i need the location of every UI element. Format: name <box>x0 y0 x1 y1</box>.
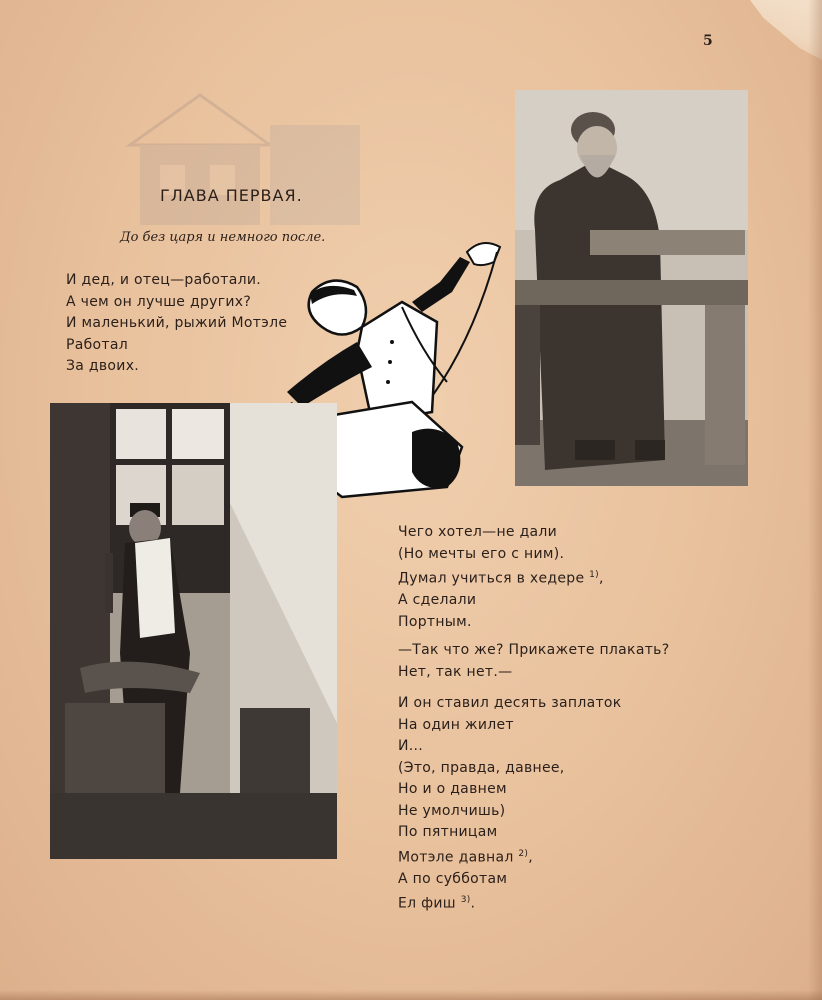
stanza-two <box>398 522 604 633</box>
verse-line: И дед, и отец—работали. <box>66 272 262 288</box>
verse-line: Но и о давнем <box>398 781 507 797</box>
page-number: 5 <box>703 33 713 49</box>
verse-line: А сделали <box>398 592 477 609</box>
verse-line: —Так что же? Прикажете плакать? <box>398 642 670 658</box>
old-carpenter-photo <box>515 90 748 486</box>
verse-line: А по субботам <box>398 870 508 887</box>
verse-line: Ел фиш $^{3)}$. <box>398 895 476 912</box>
verse-line: И... <box>398 738 424 754</box>
verse-line: Работал <box>66 336 129 353</box>
stanza-four <box>398 693 622 915</box>
verse-line: И он ставил десять заплаток <box>398 695 622 711</box>
verse-line: По пятницам <box>398 824 498 840</box>
page-bottom-shadow <box>0 990 822 1000</box>
chapter-title: ГЛАВА ПЕРВАЯ. <box>160 186 303 205</box>
footnote-ref: 1) <box>589 570 599 580</box>
chapter-subtitle: До без царя и немного после. <box>120 230 326 245</box>
verse-line: (Это, правда, давнее, <box>398 759 565 776</box>
verse-line: Портным. <box>398 613 472 630</box>
verse-line: Чего хотел—не дали <box>398 524 558 540</box>
verse-line: И маленький, рыжий Мотэле <box>66 315 288 331</box>
stanza-one <box>66 270 287 378</box>
blacksmith-photo <box>50 403 337 859</box>
footnote-ref: 2) <box>518 848 529 859</box>
verse-line: За двоих. <box>66 358 140 374</box>
verse-line: А чем он лучше других? <box>66 293 252 310</box>
stanza-three <box>398 640 669 683</box>
verse-line: Не умолчишь) <box>398 802 506 819</box>
footnote-ref: 3) <box>460 895 471 906</box>
page-edge-shadow <box>808 0 822 1000</box>
verse-line: Мотэле давнал $^{2)}$, <box>398 848 533 866</box>
verse-line: Думал учиться в хедере $^{1)}$, <box>398 570 604 587</box>
verse-line: Нет, так нет.— <box>398 663 513 680</box>
verse-line: На один жилет <box>398 716 514 733</box>
verse-line: (Но мечты его с ним). <box>398 545 565 562</box>
